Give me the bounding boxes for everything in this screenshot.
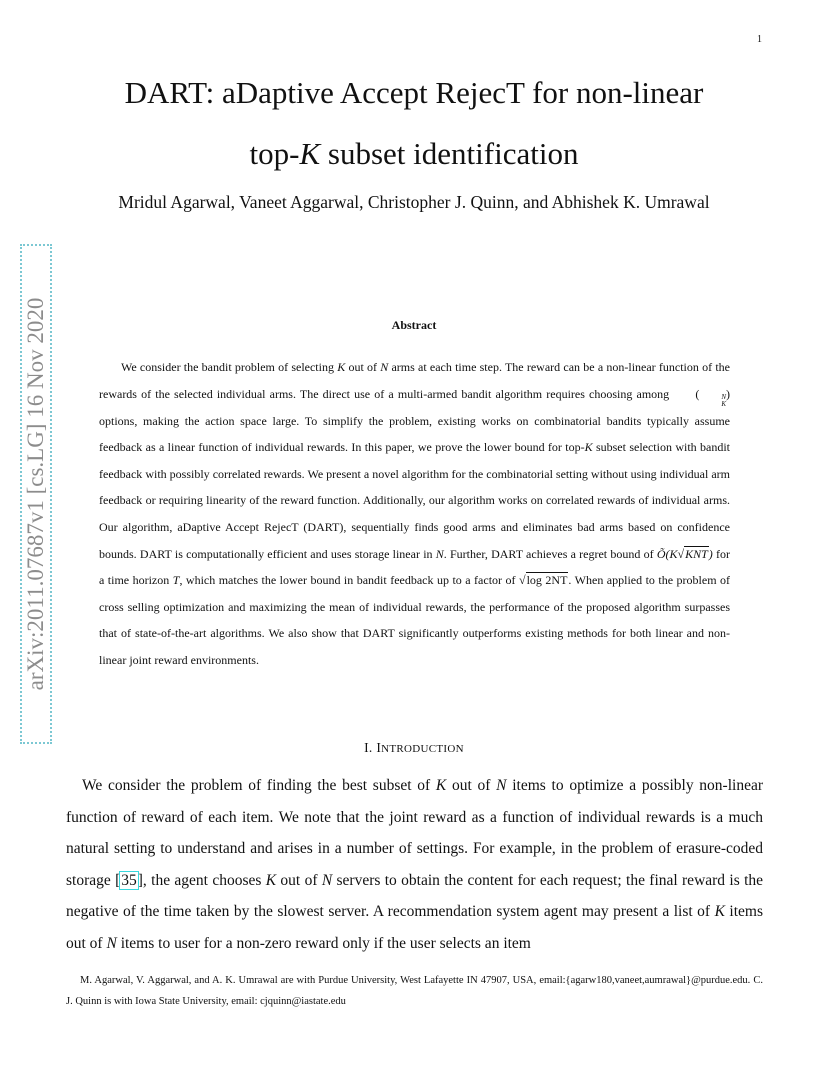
intro-sentence: out of <box>276 871 322 889</box>
math-var: T <box>172 573 180 588</box>
paper-title <box>60 62 768 184</box>
abstract-sentence: options, making the action space large. To simplify the problem, existing works on combinatorial bandits typically assume feedback as a linear function of individual rewards. In this paper, we prove the lower bound for top- <box>99 413 730 455</box>
introduction-text <box>66 770 763 960</box>
intro-sentence: items out of <box>66 903 763 952</box>
binomial-coefficient: ( N K ) <box>695 386 730 408</box>
title-text: subset identification <box>320 136 579 171</box>
abstract-sentence: We consider the bandit problem of selecting <box>121 360 338 374</box>
abstract-sentence: for a time horizon <box>99 546 731 588</box>
page-number: 1 <box>757 34 762 45</box>
abstract-text <box>99 354 730 674</box>
title-line-2 <box>60 123 768 184</box>
section-title-cap: I <box>376 740 382 755</box>
math-var: K <box>584 440 593 455</box>
math-var: N <box>380 360 389 374</box>
abstract-sentence: . When applied to the problem of cross selling optimization and maximizing the mean of individual rewards, the performance of the proposed algorithm surpasses that of state-of-the-art algorithms. We also show that DART significantly outperforms existing methods for both linear and non-linear joint reward environments. <box>99 573 730 667</box>
regret-bound-formula: Õ(K√KNT) <box>656 546 713 561</box>
formula-sqrt: KNT <box>685 546 708 561</box>
math-var: K <box>714 903 725 921</box>
math-var: N <box>106 934 117 952</box>
section-heading <box>0 740 828 756</box>
intro-sentence: items to user for a non-zero reward only if the user selects an item <box>116 934 531 952</box>
intro-sentence: ], the agent chooses <box>137 871 266 889</box>
formula-sqrt: log 2NT <box>526 573 568 588</box>
math-var: K <box>337 360 346 374</box>
title-line-1: DART: aDaptive Accept RejecT for non-linear <box>124 75 704 110</box>
abstract-heading: Abstract <box>391 318 437 332</box>
intro-sentence: servers to obtain the content for each request; the final reward is the negative of the time taken by the slowest server. A recommendation system agent may present a list of <box>66 871 764 921</box>
citation-link[interactable]: 35 <box>121 871 137 889</box>
math-var: N <box>321 871 333 889</box>
binom-top: N <box>721 392 726 401</box>
author-list: Mridul Agarwal, Vaneet Aggarwal, Christopher J. Quinn, and Abhishek K. Umrawal <box>118 192 710 212</box>
intro-sentence: items to optimize a possibly non-linear function of reward of each item. We note that the joint reward as a function of individual rewards is a much natural setting to understand and arises in a number of settings. For example, in the problem of erasure-coded storage [ <box>66 777 763 889</box>
math-var: K <box>435 777 447 794</box>
intro-sentence: We consider the problem of finding the best subset of <box>82 777 436 794</box>
abstract-sentence: out of <box>345 360 381 374</box>
section-title-rest: NTRODUCTION <box>381 743 464 755</box>
footnote-line: email:{agarw180,vaneet,aumrawal}@purdue.edu. C. J. Quinn is with Iowa State University, email: cjquinn@iastate.edu <box>66 975 763 1007</box>
formula-part: Õ(K <box>656 546 678 561</box>
math-var: N <box>496 777 507 794</box>
binom-bottom: K <box>721 399 726 408</box>
abstract-sentence: , which matches the lower bound in bandit feedback up to a factor of <box>179 573 519 588</box>
footnote-line: M. Agarwal, V. Aggarwal, and A. K. Umrawal are with Purdue University, West Lafayette IN 47907, USA, <box>80 975 537 986</box>
section-number: I. <box>364 740 373 755</box>
arxiv-identifier-stamp[interactable]: arXiv:2011.07687v1 [cs.LG] 16 Nov 2020 <box>20 244 52 744</box>
abstract-sentence: . Further, DART achieves a regret bound of <box>443 546 657 561</box>
log-factor-formula: √log 2NT <box>519 573 568 588</box>
abstract-sentence: arms at each time step. The reward can be a non-linear function of the rewards of the selected individual arms. The direct use of a multi-armed bandit algorithm requires choosing among <box>99 360 730 401</box>
math-var: K <box>265 871 277 889</box>
math-var: N <box>435 546 444 561</box>
author-footnote <box>66 970 763 1012</box>
intro-sentence: out of <box>446 777 497 794</box>
formula-part: ) <box>708 546 713 561</box>
abstract-sentence: subset selection with bandit feedback with possibly correlated rewards. We present a novel algorithm for the combinatorial setting without using individual arm feedback or requiring linearity of the reward function. Additionally, our algorithm works on correlated rewards of individual arms. Our algorithm, aDaptive Accept RejecT (DART), sequentially finds good arms and eliminates bad arms based on confidence bounds. DART is computationally efficient and uses storage linear in <box>99 440 730 561</box>
title-text: top- <box>249 136 300 171</box>
title-math-k: K <box>299 136 321 171</box>
